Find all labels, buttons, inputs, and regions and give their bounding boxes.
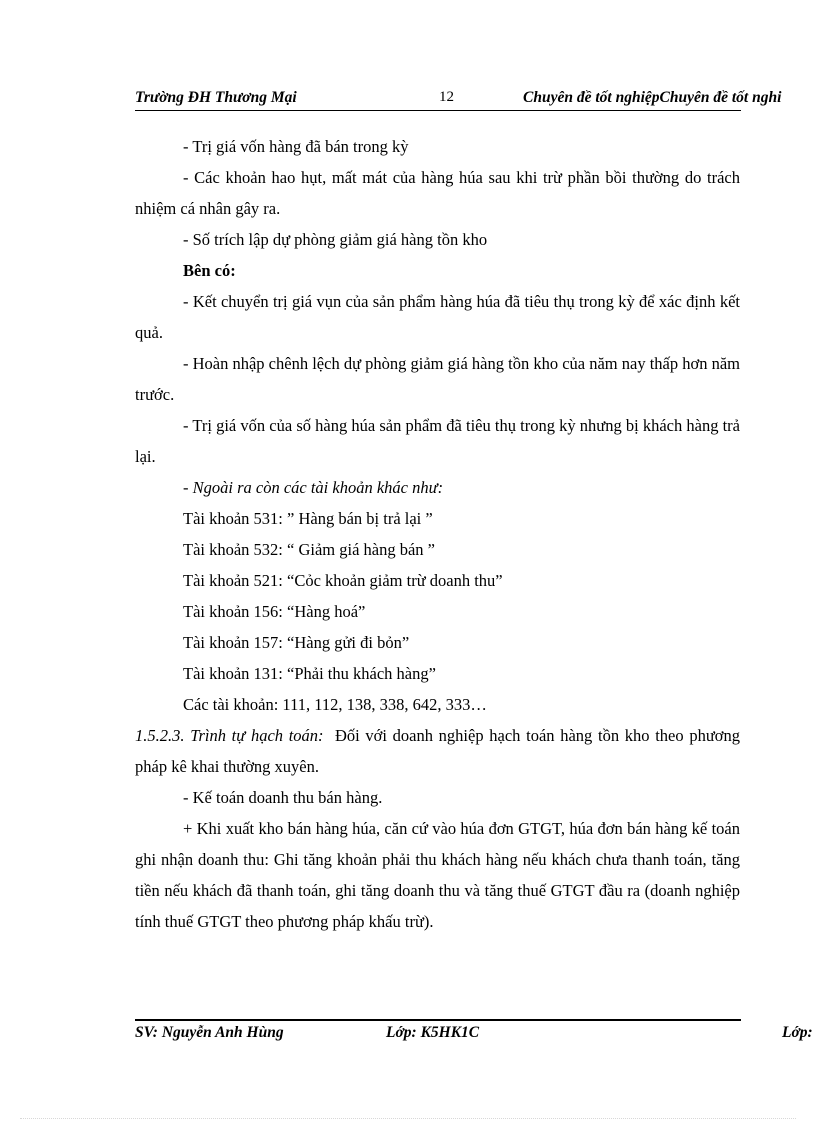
section-heading-paragraph <box>135 720 740 782</box>
header-rule <box>135 110 741 111</box>
paragraph: - Ngoài ra còn các tài khoản khác như: <box>183 478 444 497</box>
page-bottom-border <box>20 1118 796 1119</box>
account-item: Tài khoản 521: “Cỏc khoản giảm trừ doanh thu” <box>183 571 503 590</box>
document-body <box>135 131 740 937</box>
paragraph: - Số trích lập dự phòng giảm giá hàng tồn kho <box>183 230 488 249</box>
page-header <box>135 86 816 110</box>
header-school: Trường ĐH Thương Mại <box>135 89 297 106</box>
account-item: Các tài khoản: 111, 112, 138, 338, 642, 333… <box>183 695 487 714</box>
account-item: Tài khoản 531: ” Hàng bán bị trả lại ” <box>183 509 433 528</box>
paragraph: + Khi xuất kho bán hàng húa, căn cứ vào húa đơn GTGT, húa đơn bán hàng kế toán ghi nhận doanh thu: Ghi tăng khoản phải thu khách hàng nếu khách chưa thanh toán, tăng tiền nếu khách đã thanh toán, ghi tăng doanh thu và tăng thuế GTGT đầu ra (doanh nghiệp tính thuế GTGT theo phương pháp khấu trừ). <box>135 819 740 931</box>
paragraph: - Trị giá vốn hàng đã bán trong kỳ <box>183 137 409 156</box>
account-item: Tài khoản 156: “Hàng hoá” <box>183 602 366 621</box>
footer-student: SV: Nguyễn Anh Hùng <box>135 1024 284 1041</box>
footer-class-2: Lớp: <box>782 1024 813 1041</box>
account-item: Tài khoản 157: “Hàng gửi đi bỏn” <box>183 633 410 652</box>
paragraph: - Các khoản hao hụt, mất mát của hàng húa sau khi trừ phần bồi thường do trách nhiệm cá nhân gây ra. <box>135 168 740 218</box>
account-item: Tài khoản 532: “ Giảm giá hàng bán ” <box>183 540 436 559</box>
paragraph: - Kết chuyển trị giá vụn của sản phẩm hàng húa đã tiêu thụ trong kỳ để xác định kết quả. <box>135 292 740 342</box>
account-item: Tài khoản 131: “Phải thu khách hàng” <box>183 664 436 683</box>
header-page-number: 12 <box>439 89 454 105</box>
footer-class: Lớp: K5HK1C <box>386 1024 480 1041</box>
section-heading: 1.5.2.3. Trình tự hạch toán: <box>135 726 324 745</box>
paragraph: - Trị giá vốn của số hàng húa sản phẩm đã tiêu thụ trong kỳ nhưng bị khách hàng trả lại. <box>135 416 740 466</box>
paragraph: - Kế toán doanh thu bán hàng. <box>183 788 383 807</box>
footer-rule <box>135 1019 741 1021</box>
section-label: Bên có: <box>183 261 236 280</box>
paragraph: - Hoàn nhập chênh lệch dự phòng giảm giá hàng tồn kho của năm nay thấp hơn năm trước. <box>135 354 740 404</box>
page-footer <box>135 1024 816 1048</box>
section-heading-text: Đối với doanh nghiệp hạch toán hàng tồn kho theo phương pháp kê khai thường xuyên. <box>135 726 740 776</box>
header-title: Chuyên đề tốt nghiệpChuyên đề tốt nghi <box>523 89 782 106</box>
